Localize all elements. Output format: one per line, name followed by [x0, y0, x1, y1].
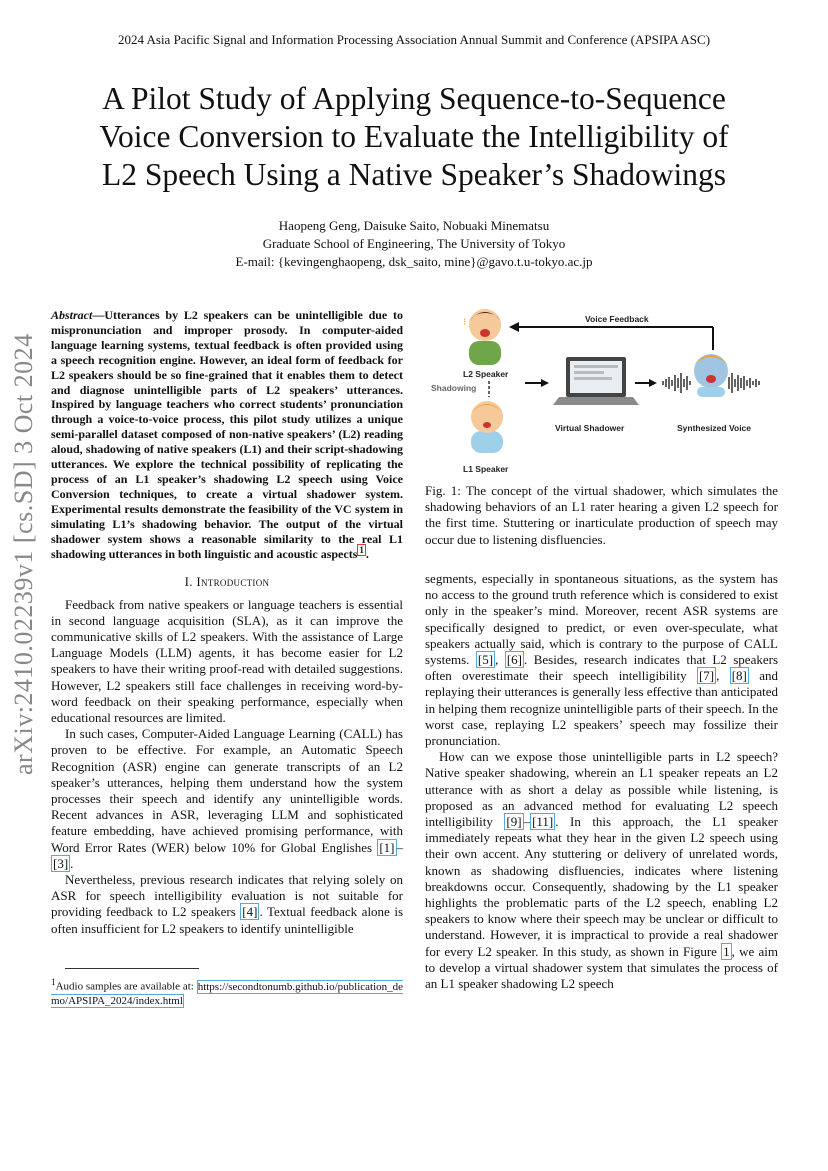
- right-paragraph-1-text: segments, especially in spontaneous situations, as the system has no access to the ground truth reference which is considered to exist only in the speaker’s mind. Moreover, recent ASR systems are specifically designed to predict, or even over-speculate, what speakers actually said, which is contrary to the purpose of CALL systems.: [425, 571, 778, 668]
- citation-link[interactable]: [5]: [477, 652, 494, 668]
- right-paragraph-2: How can we expose those unintelligible parts in L2 speech? Native speaker shadowing, wherein an L1 speaker repeats an L2 utterance with as short a delay as possible while listening, is proposed as an advanced method for evaluating L2 speech intelligibility [9] – [11] . In this approach, the L1 speaker immediately repeats what they hear in the given L2 speech using their own accent. Any stuttering or delivery of unrelated words, known as shadowing disfluencies, indicates where listening breakdowns occur. Consequently, shadowing by the L1 speaker highlights the problematic parts of the L2 speech, enabling L2 speakers to know where their speech may be unclear or difficult to understand. However, it is impractical to provide a real shadower for every L2 speaker. In this study, as shown in Figure 1 , we aim to develop a virtual shadower system that simulates the process of an L1 speaker shadowing L2 speech: [425, 749, 779, 992]
- footnote-text: Audio samples are available at:: [55, 980, 194, 993]
- l1-speaker-icon: [471, 401, 503, 453]
- intro-paragraph-2: In such cases, Computer-Aided Language Learning (CALL) has proven to be effective. For example, an Automatic Speech Recognition (ASR) engine can generate transcripts of an L2 speaker’s utterances, helping them understand how the system processes their speech and identify any unintelligible words. Recent advances in ASR, leveraging LLM and sophisticated feature embedding, have achieved promising performance, with Word Error Rates (WER) below 10% for Global Englishes [1] –[3] .: [51, 726, 403, 871]
- figure-link[interactable]: 1: [723, 943, 730, 959]
- intro-paragraph-3: Nevertheless, previous research indicates that relying solely on ASR for speech intelligibility evaluation is not suitable for providing feedback to L2 speakers [4] . Textual feedback alone is often insufficient for L2 speakers to identify unintelligible: [51, 872, 403, 936]
- figure-diagram: [425, 305, 778, 480]
- citation-link[interactable]: [9]: [506, 814, 522, 830]
- right-paragraph-1c-text: and replaying their utterances is generally less effective than anticipated in helping them recognize unintelligible parts of their speech. In the worst case, replaying L2 speakers’ speech may fossilize their pronunciation.: [425, 668, 778, 749]
- intro-paragraph-1: Feedback from native speakers or language teachers is essential in second language acquisition (SLA), as it can improve the communicative skills of L2 speakers. With the assistance of Large Language Models (LLM) agents, it has become easier for L2 speakers to have their writing proof-read with detailed suggestions. However, L2 speakers still face challenges in receiving word-by-word feedback on their speaking performance, especially when educational resources are limited.: [51, 596, 403, 726]
- laptop-icon: [553, 357, 639, 405]
- l2-speaker-icon: [463, 309, 501, 365]
- citation-link[interactable]: [1]: [379, 839, 395, 855]
- section-title: Introduction: [196, 574, 270, 590]
- author-block: [0, 217, 828, 271]
- abstract-text: —Utterances by L2 speakers can be unintelligible due to mispronunciation and improper prosody. In computer-aided language learning systems, textual feedback is often provided using a speech recognition engine. However, an ideal form of feedback for L2 speakers should be so fine-grained that it enables them to detect and diagnose unintelligible parts of L2 speakers’ utterances. Inspired by language teachers who correct students’ pronunciation through a voice-to-voice process, this pilot study utilizes a unique semi-parallel dataset composed of non-native speakers’ (L2) reading aloud, shadowing of native speakers (L1) and their script-shadowing utterances. We explore the technical possibility of replicating the process of an L1 speaker’s shadowing L2 speech using Voice Conversion techniques, to create a virtual shadower system. Experimental results demonstrate the feasibility of the VC system in simulating L1’s shadowing behavior. The output of the virtual shadower system shows a reasonable similarity to the real L1 shadowing utterances in both linguistic and acoustic aspects: [51, 308, 403, 561]
- feedback-arrowhead: [509, 322, 519, 332]
- right-paragraph-2b-text: . In this approach, the L1 speaker immediately repeats what they hear in the given L2 speech using their own accent. Any stuttering or delivery of unrelated words, known as shadowing disfluencies, indicates where listening breakdowns occur. Consequently, shadowing by the L1 speaker highlights the problematic parts of the L2 speech, enabling L2 speakers to know where their speech may be unclear or difficult to understand. However, it is impractical to provide a real shadower for every L2 speaker. In this study, as shown in Figure: [425, 814, 778, 959]
- citation-link[interactable]: [11]: [532, 814, 554, 830]
- title-line-3: L2 Speech Using a Native Speaker’s Shadowings: [101, 157, 727, 192]
- author-names: Haopeng Geng, Daisuke Saito, Nobuaki Minematsu: [278, 218, 550, 233]
- right-paragraph-2a-text: How can we expose those unintelligible parts in L2 speech? Native speaker shadowing, wherein an L1 speaker repeats an L2 utterance with as short a delay as possible while listening, is proposed as an advanced method for evaluating L2 speech intelligibility: [425, 749, 778, 830]
- title-line-2: Voice Conversion to Evaluate the Intelligibility of: [99, 119, 729, 154]
- intro-paragraph-3-text: Nevertheless, previous research indicates that relying solely on ASR for speech intelligibility evaluation is not suitable for providing feedback to L2 speakers: [51, 872, 403, 920]
- right-paragraph-1: segments, especially in spontaneous situations, as the system has no access to the ground truth reference which is considered to exist only in the speaker’s mind. Moreover, recent ASR systems are specifically designed to predict, or even over-speculate, what speakers actually said, which is contrary to the purpose of CALL systems. [5] , [6] . Besides, research indicates that L2 speakers often overestimate their speech intelligibility [7] , [8] and replaying their utterances is generally less effective than anticipated in helping them recognize unintelligible parts of their speech. In the worst case, replaying L2 speakers’ speech may fossilize their pronunciation.: [425, 571, 779, 749]
- title-line-1: A Pilot Study of Applying Sequence-to-Sequence: [102, 81, 726, 116]
- synthesized-speaker-icon: [694, 354, 728, 397]
- figure-1: [425, 305, 778, 480]
- citation-link[interactable]: [7]: [698, 668, 715, 684]
- abstract-label: Abstract: [51, 308, 93, 322]
- arxiv-watermark: arXiv:2410.02239v1 [cs.SD] 3 Oct 2024: [9, 333, 38, 775]
- footnote-link[interactable]: https://secondtonumb.github.io/publication_demo/APSIPA_2024/index.html: [51, 980, 404, 1007]
- l2-speaker-label: L2 Speaker: [463, 369, 509, 379]
- l1-speaker-label: L1 Speaker: [463, 464, 509, 474]
- citation-link[interactable]: [4]: [242, 904, 258, 920]
- virtual-shadower-label: Virtual Shadower: [555, 423, 625, 433]
- input-arrowhead: [541, 379, 549, 387]
- footnote-number: 1: [51, 977, 56, 987]
- abstract: Abstract—Utterances by L2 speakers can be unintelligible due to mispronunciation and improper prosody. In computer-aided language learning systems, textual feedback is often provided using a speech recognition engine. However, an ideal form of feedback for L2 speakers should be so fine-grained that it enables them to detect and diagnose unintelligible parts of L2 speakers’ utterances. Inspired by language teachers who correct students’ pronunciation through a voice-to-voice process, this pilot study utilizes a unique semi-parallel dataset composed of non-native speakers’ (L2) reading aloud, shadowing of native speakers (L1) and their script-shadowing utterances. We explore the technical possibility of replicating the process of an L1 speaker’s shadowing L2 speech using Voice Conversion techniques, to create a virtual shadower system. Experimental results demonstrate the feasibility of the VC system in simulating L1’s shadowing behavior. The output of the virtual shadower system shows a reasonable similarity to the real L1 shadowing utterances in both linguistic and acoustic aspects $^1$ .: [51, 308, 403, 561]
- svg-text:⁝: ⁝: [463, 317, 467, 328]
- section-number: I.: [184, 574, 193, 590]
- citation-link[interactable]: [3]: [53, 855, 69, 871]
- output-arrowhead: [649, 379, 657, 387]
- section-heading: [51, 574, 403, 590]
- email: E-mail: {kevingenghaopeng, dsk_saito, mine}@gavo.t.u-tokyo.ac.jp: [235, 254, 593, 269]
- footnote: [51, 968, 403, 1008]
- right-paragraph-2c-text: , we aim to develop a virtual shadower system that simulates the process of an L1 speaker shadowing L2 speech: [425, 943, 779, 992]
- right-paragraph-1b-text: Besides, research indicates that L2 speakers often overestimate their speech intelligibility: [425, 652, 779, 684]
- footnote-ref[interactable]: 1: [359, 544, 364, 555]
- voice-feedback-label: Voice Feedback: [585, 314, 649, 324]
- affiliation: Graduate School of Engineering, The University of Tokyo: [262, 236, 566, 251]
- figure-caption: Fig. 1: The concept of the virtual shadower, which simulates the shadowing behaviors of an L1 rater hearing a given L2 speech for the first time. Stuttering or inarticulate production of speech may occur due to listening disfluencies.: [425, 483, 778, 547]
- right-column: [425, 571, 778, 992]
- conference-header: 2024 Asia Pacific Signal and Information Processing Association Annual Summit and Conference (APSIPA ASC): [117, 32, 711, 47]
- left-column: [51, 308, 403, 937]
- citation-link[interactable]: [6]: [506, 652, 522, 668]
- shadowing-label: Shadowing: [431, 383, 477, 393]
- footnote-divider: [65, 968, 199, 969]
- intro-paragraph-2-text: In such cases, Computer-Aided Language Learning (CALL) has proven to be effective. For example, an Automatic Speech Recognition (ASR) engine can generate transcripts of an L2 speaker’s utterances, helping them understand how the system processes their speech and identify any unintelligible words. Recent advances in ASR, leveraging LLM and sophisticated feature embedding, have achieved promising performance, with Word Error Rates (WER) below 10% for Global Englishes: [51, 726, 403, 855]
- citation-link[interactable]: [8]: [731, 668, 747, 684]
- synthesized-voice-label: Synthesized Voice: [677, 423, 752, 433]
- paper-title: [60, 80, 768, 194]
- intro-paragraph-3b-text: Textual feedback alone is often insufficient for L2 speakers to identify unintelligible: [51, 904, 403, 936]
